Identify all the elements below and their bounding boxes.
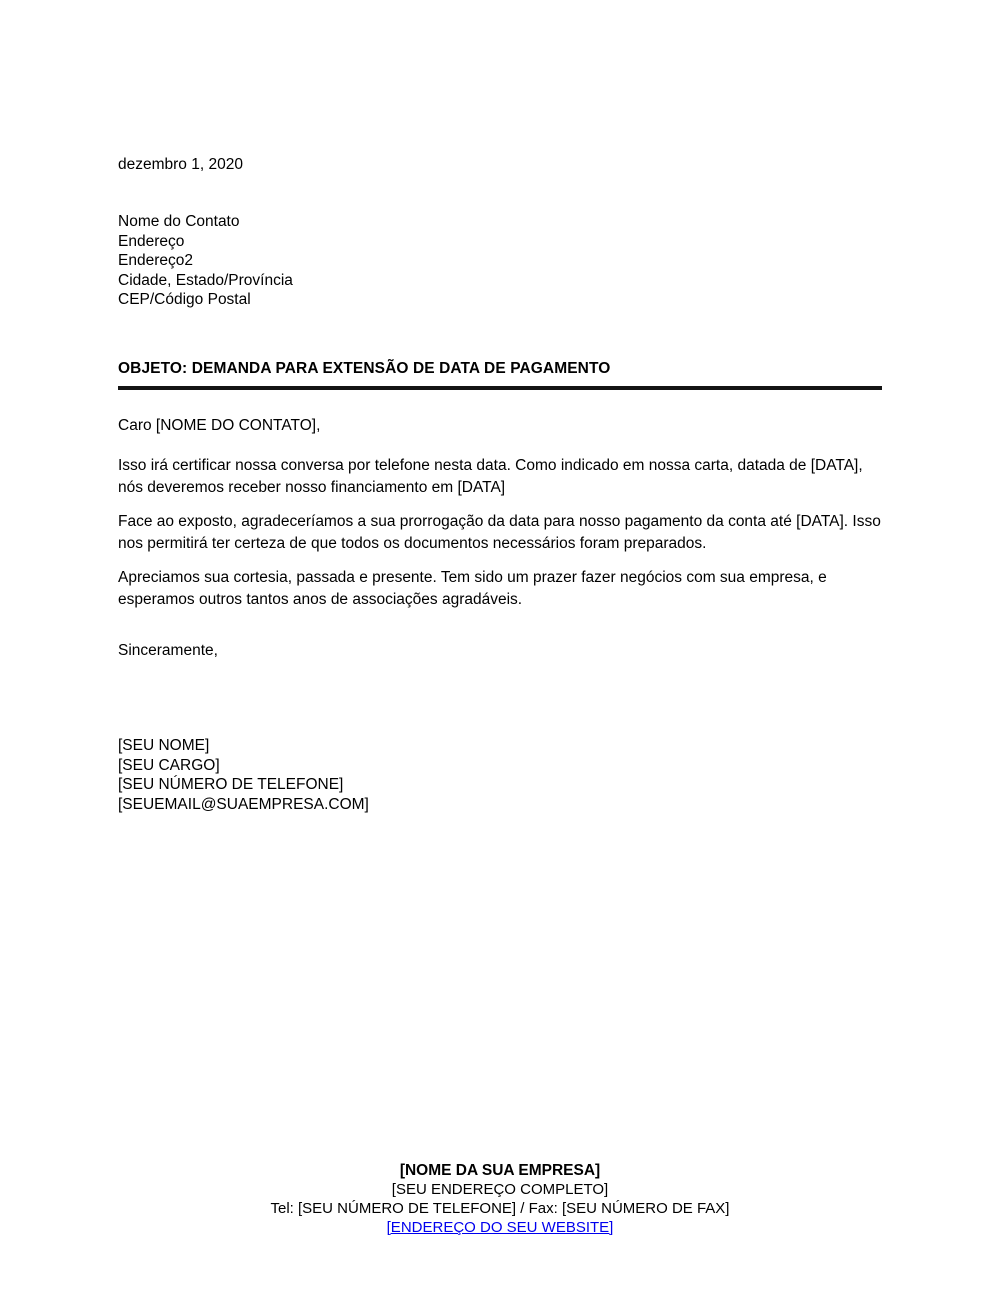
body-paragraph: Apreciamos sua cortesia, passada e presente. Tem sido um prazer fazer negócios com sua empresa, e esperamos outros tantos anos de associações agradáveis. bbox=[118, 569, 827, 608]
signature-title: [SEU CARGO] bbox=[118, 756, 220, 774]
recipient-postal-code: CEP/Código Postal bbox=[118, 291, 251, 308]
recipient-name: Nome do Contato bbox=[118, 213, 240, 230]
closing-line: Sinceramente, bbox=[118, 642, 218, 659]
signature-name: [SEU NOME] bbox=[118, 737, 210, 754]
footer-phone-fax: Tel: [SEU NÚMERO DE TELEFONE] / Fax: [SEU NÚMERO DE FAX] bbox=[270, 1200, 730, 1217]
footer-website-row bbox=[0, 1218, 1000, 1237]
recipient-address-block bbox=[118, 212, 882, 310]
footer-address: [SEU ENDEREÇO COMPLETO] bbox=[391, 1181, 609, 1198]
subject-rule-divider bbox=[118, 386, 882, 390]
footer-website-link[interactable]: [ENDEREÇO DO SEU WEBSITE] bbox=[386, 1219, 614, 1236]
letter-footer bbox=[0, 1161, 1000, 1237]
signature-phone: [SEU NÚMERO DE TELEFONE] bbox=[118, 776, 344, 793]
letter-date: dezembro 1, 2020 bbox=[118, 156, 243, 173]
signature-email: [SEUEMAIL@SUAEMPRESA.COM] bbox=[118, 795, 369, 813]
signature-block bbox=[118, 736, 882, 814]
recipient-address-line: Endereço2 bbox=[118, 252, 193, 269]
body-paragraph: Isso irá certificar nossa conversa por telefone nesta data. Como indicado em nossa carta, datada de [DATA], nós deveremos receber nosso financiamento em [DATA] bbox=[118, 457, 863, 496]
subject-heading: OBJETO: DEMANDA PARA EXTENSÃO DE DATA DE PAGAMENTO bbox=[118, 360, 611, 377]
body-paragraph: Face ao exposto, agradeceríamos a sua prorrogação da data para nosso pagamento da conta até [DATA]. Isso nos permitirá ter certeza de que todos os documentos necessários foram preparados. bbox=[118, 513, 881, 552]
salutation-line: Caro [NOME DO CONTATO], bbox=[118, 417, 321, 434]
recipient-address-line: Endereço bbox=[118, 232, 185, 250]
recipient-city-state: Cidade, Estado/Província bbox=[118, 271, 293, 289]
footer-company-name: [NOME DA SUA EMPRESA] bbox=[399, 1162, 601, 1179]
